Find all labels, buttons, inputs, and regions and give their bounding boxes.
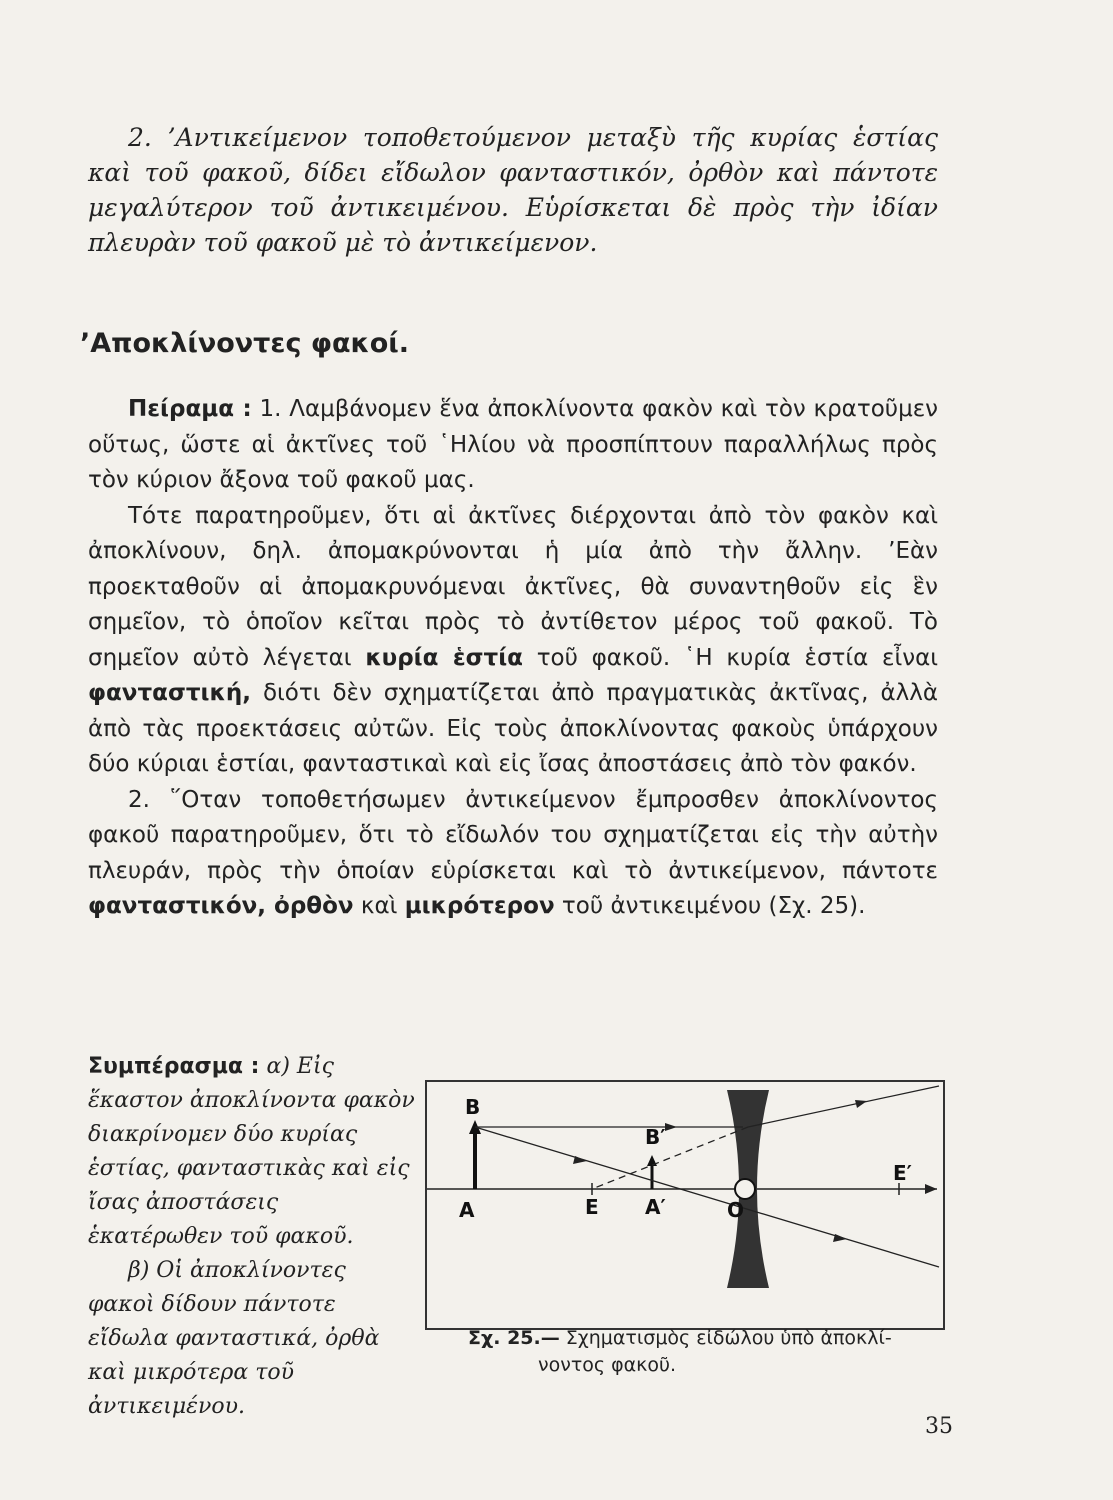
- optical-centre: [735, 1179, 755, 1199]
- experiment-text-2b: τοῦ φακοῦ. ῾Η κυρία ἑστία εἶναι: [536, 644, 939, 671]
- caption-line-1: Σχηματισμὸς εἰδώλου ὑπὸ ἀποκλί-: [565, 1327, 892, 1349]
- caption-line-2: νοντος φακοῦ.: [538, 1354, 677, 1376]
- experiment-paragraph-3: [88, 783, 938, 925]
- term-virtual-upright: φανταστικόν, ὀρθὸν: [88, 893, 354, 919]
- page-number: 35: [925, 1414, 953, 1439]
- experiment-section: [88, 392, 938, 925]
- conclusion-section: [88, 1050, 418, 1424]
- experiment-text-2c: διότι δὲν σχηματίζεται ἀπὸ πραγματικὰς ἀκτῖνας, ἀλλὰ ἀπὸ τὰς προεκτάσεις αὐτῶν. Εἰς τοὺς ἀποκλίνοντας φακοὺς ὑπάρχουν δύο κύριαι ἑστίαι, φανταστικαὶ καὶ εἰς ἴσας ἀποστάσεις ἀπὸ τὸν φακόν.: [88, 680, 938, 777]
- section-heading: ’Αποκλίνοντες φακοί.: [80, 328, 410, 359]
- axis-arrowhead: [925, 1184, 937, 1194]
- conclusion-b: β) Οἱ ἀποκλίνοντες φακοὶ δίδουν πάντοτε εἴδωλα φανταστικά, ὀρθὰ καὶ μικρότερα τοῦ ἀντικειμένου.: [88, 1258, 380, 1419]
- experiment-text-3a: 2. ῞Οταν τοποθετήσωμεν ἀντικείμενον ἔμπροσθεν ἀποκλίνοντος φακοῦ παρατηροῦμεν, ὅτι τὸ εἴδωλόν του σχηματίζεται εἰς τὴν αὐτὴν πλευράν, πρὸς τὴν ὁποίαν εὑρίσκεται καὶ τὸ ἀντικείμενον, πάντοτε: [88, 786, 938, 884]
- conclusion-a-text: α) Εἰς ἕκαστον ἀποκλίνοντα φακὸν διακρίνομεν δύο κυρίας ἑστίας, φανταστικὰς καὶ εἰς ἴσας ἀποστάσεις ἑκατέρωθεν τοῦ φακοῦ.: [88, 1054, 415, 1249]
- experiment-label: Πείραμα :: [128, 396, 252, 422]
- label-b-prime: B′: [645, 1125, 666, 1149]
- label-b: B: [465, 1095, 481, 1119]
- label-e-prime: E′: [893, 1161, 912, 1185]
- intro-paragraph: 2. ’Αντικείμενον τοποθετούμενον μεταξὺ τῆς κυρίας ἑστίας καὶ τοῦ φακοῦ, δίδει εἴδωλον φανταστικόν, ὀρθὸν καὶ πάντοτε μεγαλύτερον τοῦ ἀντικειμένου. Εὑρίσκεται δὲ πρὸς τὴν ἰδίαν πλευρὰν τοῦ φακοῦ μὲ τὸ ἀντικείμενον.: [88, 123, 938, 257]
- experiment-paragraph-1: [88, 392, 938, 499]
- ray-parallel-arrow: [665, 1123, 677, 1131]
- conclusion-title: Συμπέρασμα :: [88, 1054, 260, 1079]
- conclusion-a: [88, 1050, 418, 1254]
- lens-diagram-svg: [427, 1082, 943, 1328]
- label-a-prime: A′: [645, 1195, 666, 1219]
- term-main-focus: κυρία ἑστία: [365, 644, 523, 671]
- experiment-text-1: 1. Λαμβάνομεν ἕνα ἀποκλίνοντα φακὸν καὶ τὸν κρατοῦμεν οὕτως, ὥστε αἱ ἀκτῖνες τοῦ ῾Ηλίου νὰ προσπίπτουν παραλλήλως πρὸς τὸν κύριον ἄξονα τοῦ φακοῦ μας.: [88, 396, 938, 493]
- term-smaller: μικρότερον: [404, 893, 555, 919]
- label-a: A: [459, 1198, 475, 1222]
- experiment-text-3b: καὶ: [360, 893, 398, 919]
- ray-refracted-arrow: [855, 1100, 867, 1108]
- caption-label: Σχ. 25.—: [468, 1327, 560, 1349]
- ray-extension-dashed: [592, 1127, 748, 1189]
- ray-refracted: [748, 1086, 939, 1127]
- ray-through-centre: [475, 1127, 939, 1267]
- figure-caption: [468, 1325, 948, 1379]
- experiment-paragraph-2: [88, 499, 938, 783]
- term-virtual: φανταστική,: [88, 680, 251, 706]
- experiment-text-3c: τοῦ ἀντικειμένου (Σχ. 25).: [561, 893, 866, 919]
- lens-diagram: [425, 1080, 945, 1330]
- experiment-text-2a: Τότε παρατηροῦμεν, ὅτι αἱ ἀκτῖνες διέρχονται ἀπὸ τὸν φακὸν καὶ ἀποκλίνουν, δηλ. ἀπομακρύνονται ἡ μία ἀπὸ τὴν ἄλλην. ’Εὰν προεκταθοῦν αἱ ἀπομακρυνόμεναι ἀκτῖνες, θὰ συναντηθοῦν εἰς ἓν σημεῖον, τὸ ὁποῖον κεῖται πρὸς τὸ ἀντίθετον μέρος τοῦ φακοῦ. Τὸ σημεῖον αὐτὸ λέγεται: [88, 502, 938, 671]
- label-o: O: [727, 1198, 745, 1222]
- label-e: E: [585, 1195, 599, 1219]
